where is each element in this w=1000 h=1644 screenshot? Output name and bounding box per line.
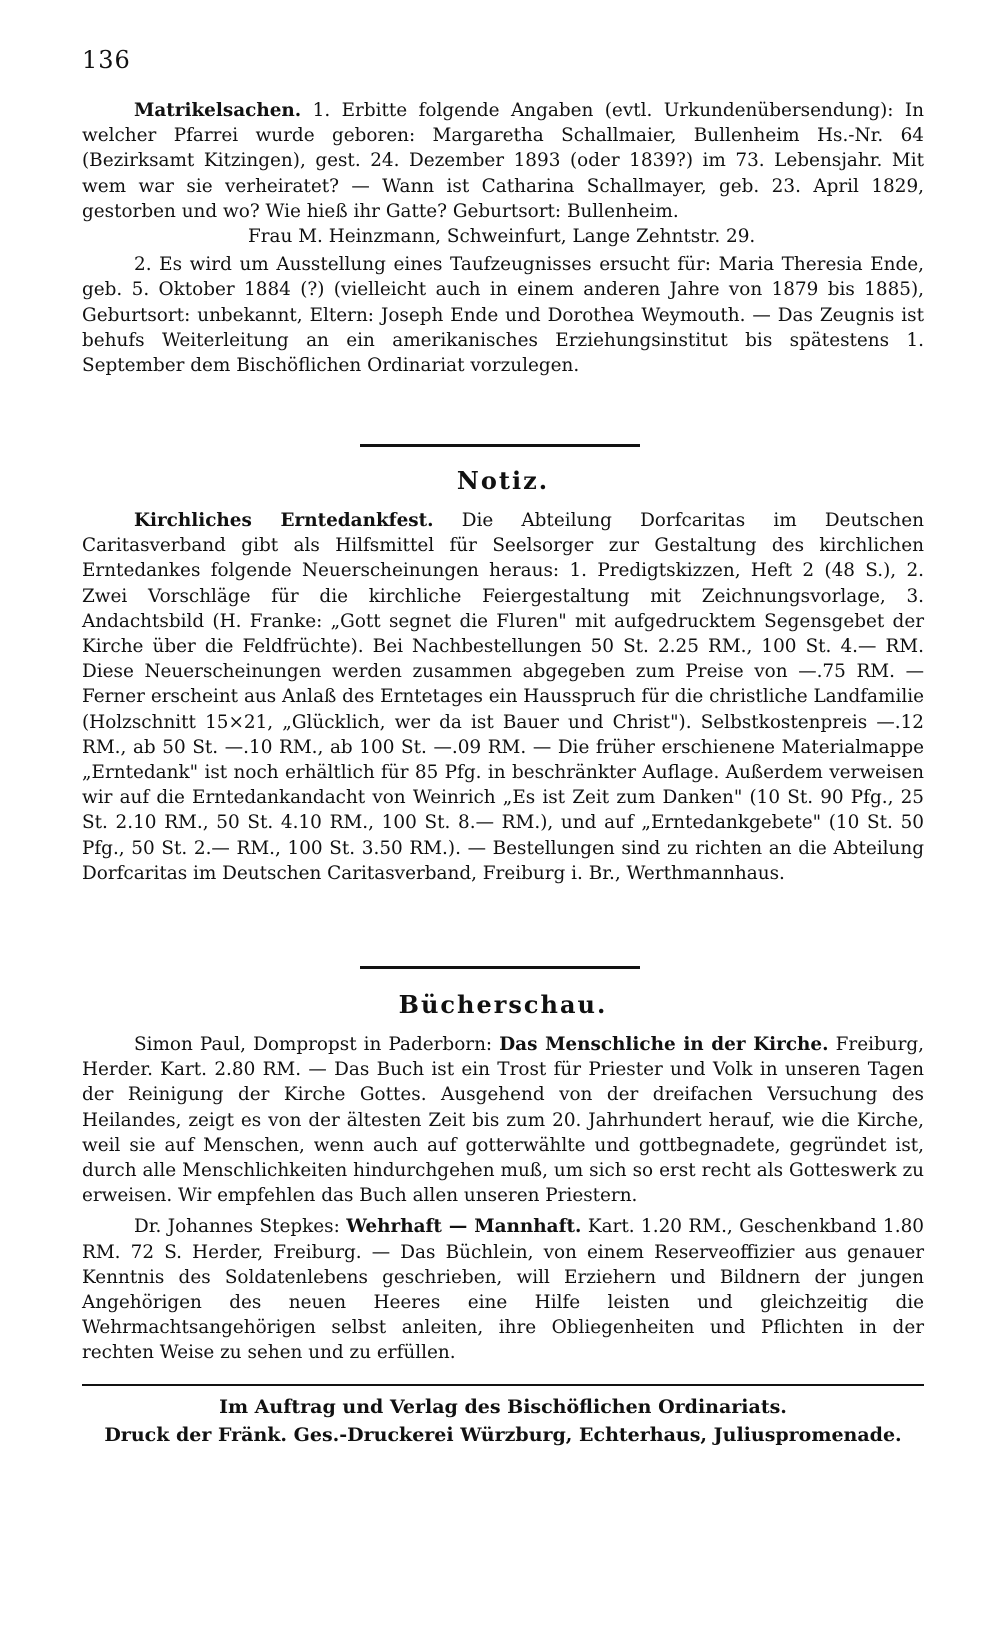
matrikel-signature: Frau M. Heinzmann, Schweinfurt, Lange Zehntstr. 29. bbox=[248, 226, 756, 248]
footer-line-2: Druck der Fränk. Ges.-Druckerei Würzburg, Echterhaus, Juliuspromenade. bbox=[104, 1424, 902, 1446]
footer-line-1: Im Auftrag und Verlag des Bischöflichen Ordinariats. bbox=[219, 1396, 787, 1418]
buecherschau-section bbox=[82, 1032, 924, 1366]
matrikel-lead: Matrikelsachen. bbox=[134, 100, 302, 121]
review-1-text: Freiburg, Herder. Kart. 2.80 RM. — Das Buch ist ein Trost für Priester und Volk in unseren Tagen der Reinigung der Kirche Gottes. Ausgehend von der dreifachen Versuchung des Heilandes, zeigt es von der ältesten Zeit bis zum 20. Jahrhundert herauf, wie die Kirche, weil sie auf Menschen, wenn auch auf gotterwählte und gottbegnadete, gegründet ist, durch alle Menschlichkeiten hindurchgehen muß, um sich so erst recht als Gotteswerk zu erweisen. Wir empfehlen das Buch allen unseren Priestern. bbox=[82, 1034, 924, 1207]
divider-rule-1 bbox=[360, 444, 640, 447]
notiz-heading: Notiz. bbox=[456, 466, 550, 495]
buecherschau-heading: Bücherschau. bbox=[398, 990, 608, 1019]
review-1-author: Simon Paul, Dompropst in Paderborn: bbox=[134, 1034, 493, 1055]
review-2-title: Wehrhaft — Mannhaft. bbox=[346, 1216, 582, 1238]
footer-rule bbox=[82, 1384, 924, 1386]
matrikel-paragraph-1 bbox=[82, 98, 924, 224]
divider-rule-2 bbox=[360, 966, 640, 969]
matrikel-section bbox=[82, 98, 924, 378]
review-1 bbox=[82, 1032, 924, 1208]
notiz-paragraph bbox=[82, 508, 924, 886]
review-1-title: Das Menschliche in der Kirche. bbox=[499, 1034, 829, 1055]
matrikel-paragraph-2: 2. Es wird um Ausstellung eines Taufzeugnisses ersucht für: Maria Theresia Ende, geb. 5. Oktober 1884 (?) (vielleicht auch in einem anderen Jahre von 1879 bis 1885), Geburtsort: unbekannt, Eltern: Joseph Ende und Dorothea Weymouth. — Das Zeugnis ist behufs Weiterleitung an ein amerikanisches Erziehungsinstitut bis spätestens 1. September dem Bischöflichen Ordinariat vorzulegen. bbox=[82, 254, 924, 377]
review-2-author: Dr. Johannes Stepkes: bbox=[134, 1216, 340, 1238]
review-2 bbox=[82, 1214, 924, 1365]
page-number: 136 bbox=[82, 46, 131, 74]
notiz-text: Die Abteilung Dorfcaritas im Deutschen Caritasverband gibt als Hilfsmittel für Seelsorger zur Gestaltung des kirchlichen Erntedankes folgende Neuerscheinungen heraus: 1. Predigtskizzen, Heft 2 (48 S.), 2. Zwei Vorschläge für die kirchliche Feiergestaltung mit Zeichnungsvorlage, 3. Andachtsbild (H. Franke: „Gott segnet die Fluren" mit aufgedrucktem Segensgebet der Kirche über die Feldfrüchte). Bei Nachbestellungen 50 St. 2.25 RM., 100 St. 4.— RM. Diese Neuerscheinungen werden zusammen abgegeben zum Preise von —.75 RM. — Ferner erscheint aus Anlaß des Erntetages ein Hausspruch für die christliche Landfamilie (Holzschnitt 15×21, „Glücklich, wer da ist Bauer und Christ"). Selbstkostenpreis —.12 RM., ab 50 St. —.10 RM., ab 100 St. —.09 RM. — Die früher erschienene Materialmappe „Erntedank" ist noch erhältlich für 85 Pfg. in beschränkter Auflage. Außerdem verweisen wir auf die Erntedankandacht von Weinrich „Es ist Zeit zum Danken" (10 St. 90 Pfg., 25 St. 2.10 RM., 50 St. 4.10 RM., 100 St. 8.— RM.), und auf „Erntedankgebete" (10 St. 50 Pfg., 50 St. 2.— RM., 100 St. 3.50 RM.). — Bestellungen sind zu richten an die Abteilung Dorfcaritas im Deutschen Caritasverband, Freiburg i. Br., Werthmannhaus. bbox=[82, 510, 924, 884]
notiz-lead: Kirchliches Erntedankfest. bbox=[134, 510, 434, 531]
review-2-text: Kart. 1.20 RM., Geschenkband 1.80 RM. 72 S. Herder, Freiburg. — Das Büchlein, von einem Reserveoffizier aus genauer Kenntnis des Soldatenlebens geschrieben, will Erziehern und Bildnern der jungen Angehörigen des neuen Heeres eine Hilfe leisten und gleichzeitig die Wehrmachtsangehörigen selbst anleiten, ihre Obliegenheiten und Pflichten in der rechten Weise zu sehen und zu erfüllen. bbox=[82, 1216, 924, 1364]
matrikel-text-1: 1. Erbitte folgende Angaben (evtl. Urkundenübersendung): In welcher Pfarrei wurde geboren: Margaretha Schallmaier, Bullenheim Hs.-Nr. 64 (Bezirksamt Kitzingen), gest. 24. Dezember 1893 (oder 1839?) im 73. Lebensjahr. Mit wem war sie verheiratet? — Wann ist Catharina Schallmayer, geb. 23. April 1829, gestorben und wo? Wie hieß ihr Gatte? Geburtsort: Bullenheim. bbox=[82, 100, 924, 222]
notiz-section bbox=[82, 508, 924, 886]
